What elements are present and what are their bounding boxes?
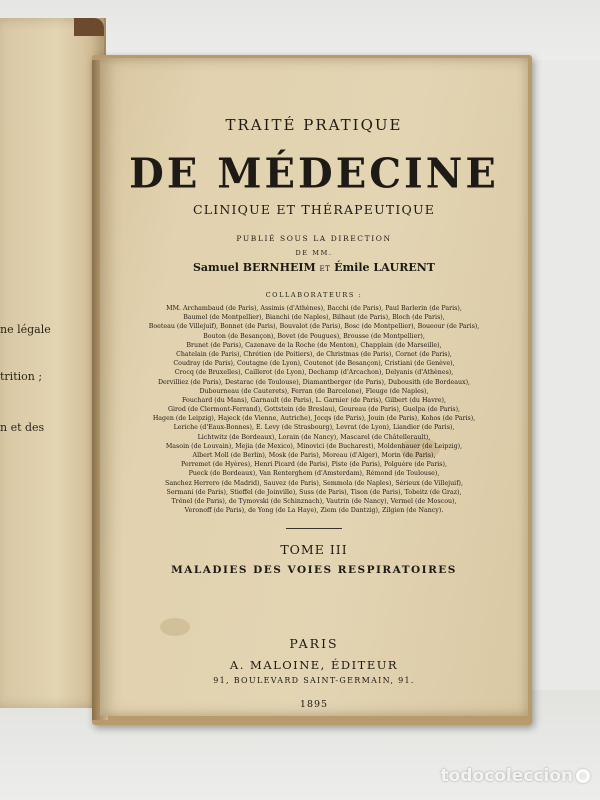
collaborator-line: Dubourneau (de Cauterets), Ferran (de Barcelone), Fleuge (de Naples), <box>199 387 429 395</box>
left-page-fragment: n et des <box>0 421 45 434</box>
editors-line <box>100 261 528 274</box>
collaborator-line: Lichtwitz (de Bordeaux), Lorain (de Nancy), Mascarel (de Châtellerault), <box>197 433 431 441</box>
direction-line: PUBLIÉ SOUS LA DIRECTION <box>236 234 392 243</box>
collaborator-line: Trénel (de Paris), de Tymovski (de Schinznach), Vautrin (de Nancy), Vermel (de Moscou), <box>171 497 457 505</box>
imprint-publisher: A. MALOINE, ÉDITEUR <box>229 658 399 672</box>
collaborator-line: Dervilliez (de Paris), Destarac (de Toulouse), Diamantberger (de Paris), Dubousith (de Bordeaux), <box>157 378 471 386</box>
collaborator-line: Sanchez Herrero (de Madrid), Sauvez (de Paris), Semmola (de Naples), Sérieux (de Villejuif), <box>165 479 463 487</box>
collaborator-line: Boeteau (de Villejuif), Bonnet (de Paris), Bouvalot (de Paris), Bosc (de Montpellier), Boueour (de Paris), <box>148 323 480 331</box>
imprint-address: 91, BOULEVARD SAINT-GERMAIN, 91. <box>213 676 415 685</box>
collaborator-line: Brunet (de Paris), Cazenave de la Roche (de Menton), Chapplain (de Marseille), <box>186 341 442 349</box>
collaborator-line: Veronoff (de Paris), de Yong (de La Haye), Ziem (de Dantzig), Zilgien (de Nancy). <box>184 507 444 515</box>
collaborator-line: Hagen (de Leipzig), Hajeck (de Vienne, Autriche), Jocqs (de Paris), Jouin (de Paris), Kohos (de Paris), <box>152 415 476 423</box>
volume-subject: MALADIES DES VOIES RESPIRATOIRES <box>171 564 457 576</box>
imprint-city: PARIS <box>289 636 339 651</box>
editor-name: Samuel BERNHEIM <box>192 261 316 274</box>
collaborator-line: Leriche (d'Eaux-Bonnes), E. Levy (de Strasbourg), Levrat (de Lyon), Liandier (de Paris), <box>173 424 455 432</box>
de-mm-line: DE MM. <box>295 249 333 257</box>
collaborator-line: Pueck (de Bordeaux), Van Renterghem (d'Amsterdam), Rémond (de Toulouse), <box>188 470 440 478</box>
collaborator-line: Bouton (de Besançon), Bovet (de Pougues), Brousse (de Montpellier), <box>203 332 425 340</box>
collaborator-line: Baumel (de Montpellier), Bianchi (de Naples), Bilhaut (de Paris), Bloch (de Paris), <box>183 314 445 322</box>
watermark-circle-icon <box>576 769 590 783</box>
watermark-text: todocoleccion <box>440 766 573 786</box>
collaborator-line: Coudray (de Paris), Coutagne (de Lyon), Coutenot (de Besançon), Cristiani (de Genève), <box>173 360 455 368</box>
editor-name: Émile LAURENT <box>334 261 435 274</box>
collaborator-line: Chatelain (de Paris), Chrétien (de Poitiers), de Christmas (de Paris), Cornet (de Paris), <box>176 350 452 358</box>
divider-rule <box>286 528 342 529</box>
collaborator-line: Sermani (de Paris), Stieffel (de Joinville), Suss (de Paris), Tison (de Paris), Tobeitz (de Graz), <box>166 488 462 496</box>
collaborator-line: Girod (de Clermont-Ferrand), Gottstein (de Breslau), Goureau (de Paris), Guelpa (de Paris), <box>167 406 461 414</box>
collaborator-line: Fouchard (du Mans), Garnault (de Paris), L. Garnier (de Paris), Gilbert (du Havre), <box>182 396 446 404</box>
left-page-fragment: trition ; <box>0 370 43 383</box>
collaborator-line: MM. Archambaud (de Paris), Assimis (d'Athènes), Bacchi (de Paris), Paul Barlerin (de Paris), <box>166 305 462 312</box>
series-title: TRAITÉ PRATIQUE <box>225 116 403 134</box>
book-subtitle: CLINIQUE ET THÉRAPEUTIQUE <box>192 202 436 217</box>
collaborators-list <box>140 304 488 515</box>
binding-corner <box>74 18 104 36</box>
imprint-year: 1895 <box>299 699 329 710</box>
volume-label: TOME III <box>280 542 348 557</box>
book-title: DE MÉDECINE <box>129 149 499 198</box>
title-page <box>100 58 528 716</box>
collaborator-line: Albert Moll (de Berlin), Mosk (de Paris), Moreau (d'Alger), Morin (de Paris), <box>192 452 436 459</box>
collaborator-line: Crocq (de Bruxelles), Caillerot (de Lyon), Dechamp (d'Arcachon), Delyanis (d'Athènes), <box>174 369 454 377</box>
left-page-fragment: ne légale <box>0 323 51 336</box>
watermark <box>440 766 590 786</box>
left-page <box>0 18 106 708</box>
collaborator-line: Masoin (de Louvain), Mejia (de Mexico), Minovici (de Bucharest), Moldenhauer (de Leipzig), <box>165 442 463 450</box>
collaborator-line: Perremet (de Hyères), Henri Picard (de Paris), Piste (de Paris), Polguère (de Paris), <box>181 461 447 469</box>
collaborators-heading: COLLABORATEURS : <box>265 291 363 299</box>
foxing-spot <box>160 618 190 636</box>
editor-connector: ET <box>319 265 331 273</box>
